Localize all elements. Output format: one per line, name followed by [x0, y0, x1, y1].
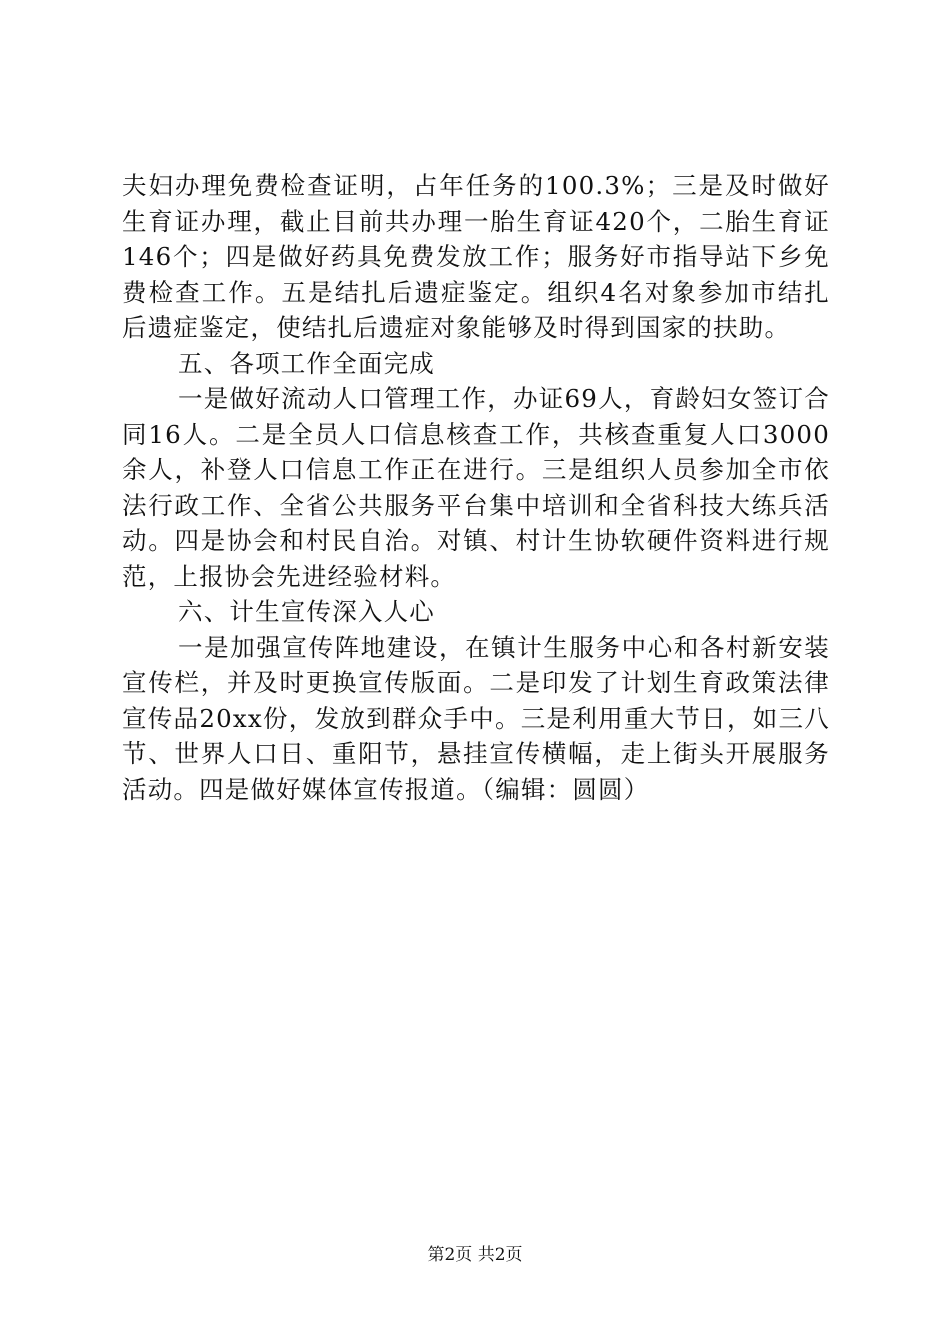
- section-heading-5: 五、各项工作全面完成: [178, 348, 435, 378]
- document-body: [122, 168, 830, 807]
- page-number: 第2页 共2页: [427, 1245, 523, 1265]
- page-footer: [0, 1244, 950, 1266]
- section-heading-6: 六、计生宣传深入人心: [178, 597, 435, 626]
- paragraph-section-5: 一是做好流动人口管理工作，办证69人，育龄妇女签订合同16人。二是全员人口信息核查工作，共核查重复人口3000余人，补登人口信息工作正在进行。三是组织人员参加全市依法行政工作、全省公共服务平台集中培训和全省科技大练兵活动。四是协会和村民自治。对镇、村计生协软硬件资料进行规范，上报协会先进经验材料。: [122, 384, 830, 591]
- paragraph-section-6: 一是加强宣传阵地建设，在镇计生服务中心和各村新安装宣传栏，并及时更换宣传版面。二是印发了计划生育政策法律宣传品20xx份，发放到群众手中。三是利用重大节日，如三八节、世界人口日、重阳节，悬挂宣传横幅，走上街头开展服务活动。四是做好媒体宣传报道。（编辑：圆圆）: [122, 632, 830, 804]
- paragraph-continuation: 夫妇办理免费检查证明，占年任务的100.3%；三是及时做好生育证办理，截止目前共办理一胎生育证420个，二胎生育证146个；四是做好药具免费发放工作；服务好市指导站下乡免费检查工作。五是结扎后遗症鉴定。组织4名对象参加市结扎后遗症鉴定，使结扎后遗症对象能够及时得到国家的扶助。: [122, 171, 830, 342]
